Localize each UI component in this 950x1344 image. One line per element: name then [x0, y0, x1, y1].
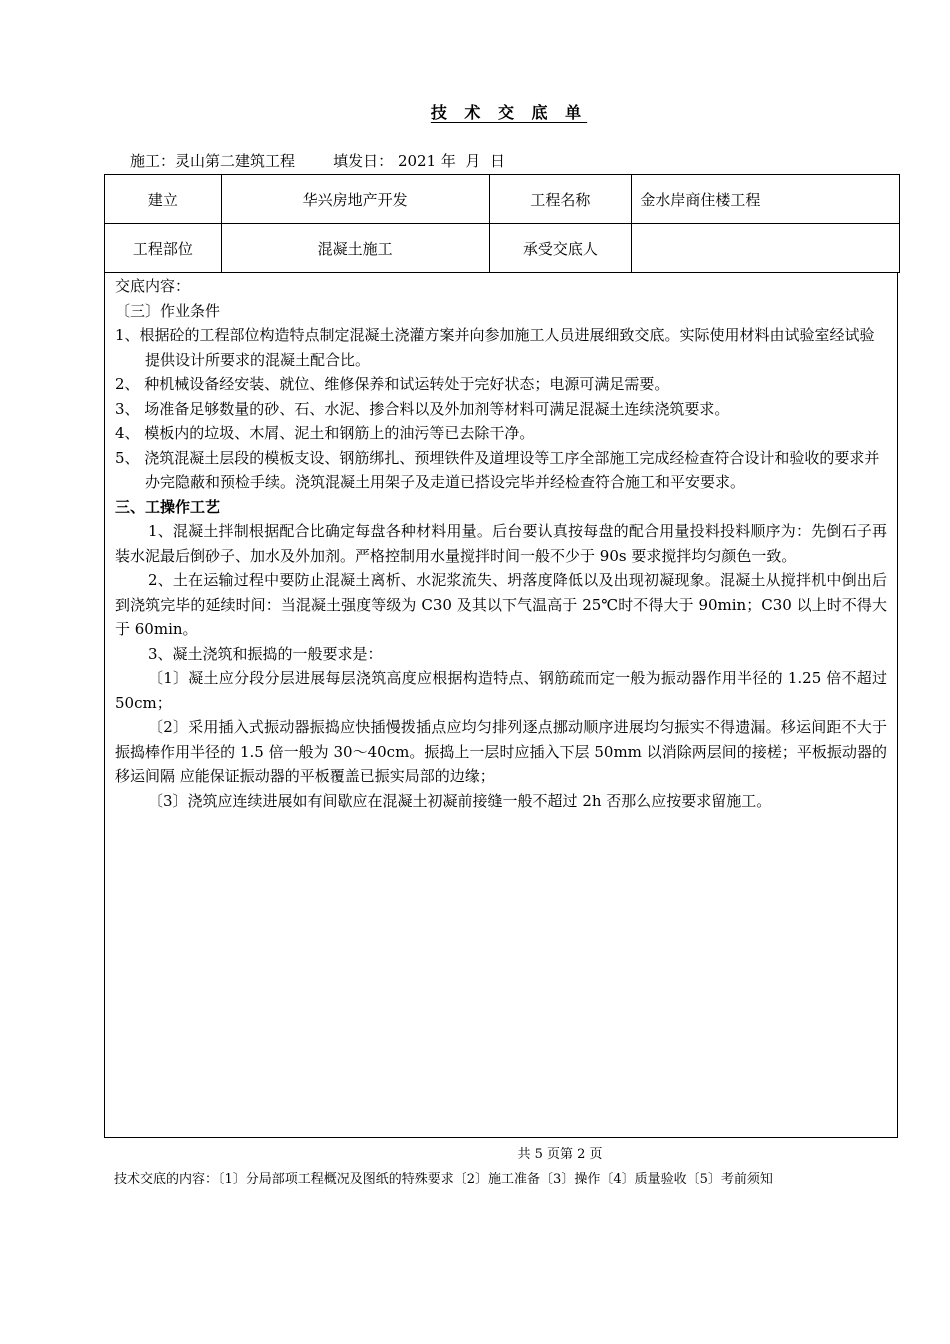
document-title: 技 术 交 底 单: [430, 103, 588, 122]
page-number: 共 5 页第 2 页: [517, 1147, 603, 1162]
header-row: [105, 175, 900, 224]
header-table: [104, 174, 900, 273]
header-row: [105, 224, 900, 273]
process-paragraph: 〔2〕采用插入式振动器振捣应快插慢拨插点应均匀排列逐点挪动顺序进展均匀振实不得遗漏。移运间距不大于振捣棒作用半径的 1.5 倍一般为 30～40cm。振捣上一层时应插入下层 50mm 以消除两层间的接槎；平板振动器的移运间隔 应能保证振动器的平板覆盖已振实局部的边缘；: [115, 718, 887, 785]
condition-item: 3、 场准备足够数量的砂、石、水泥、掺合料以及外加剂等材料可满足混凝土连续浇筑要求。: [115, 399, 730, 418]
header-value-project-part: 混凝土施工: [221, 224, 489, 273]
content-subheading: 〔三〕作业条件: [115, 301, 221, 320]
process-paragraph: 3、凝土浇筑和振捣的一般要求是：: [148, 644, 383, 663]
header-value-builder: 华兴房地产开发: [221, 175, 489, 224]
condition-item: 4、 模板内的垃圾、木屑、泥土和钢筋上的油污等已去除干净。: [115, 424, 535, 442]
header-value-project-name: 金水岸商住楼工程: [632, 175, 900, 224]
issue-date: 填发日： 2021 年 月 日: [333, 152, 505, 170]
meta-line: [130, 150, 505, 171]
condition-item: 5、 浇筑混凝土层段的模板支设、钢筋绑扎、预埋铁件及道埋设等工序全部施工完成经检查符合设计和验收的要求并办完隐蔽和预检手续。浇筑混凝土用架子及走道已搭设完毕并经检查符合施工和平安要求。: [115, 448, 880, 491]
header-label-recipient: 承受交底人: [489, 224, 632, 273]
process-paragraph: 〔3〕浇筑应连续进展如有间歇应在混凝土初凝前接缝一般不超过 2h 否那么应按要求留施工。: [148, 791, 772, 810]
content-box: [104, 272, 898, 1138]
process-paragraph: 〔1〕凝土应分段分层进展每层浇筑高度应根据构造特点、钢筋疏而定一般为振动器作用半径的 1.25 倍不超过 50cm；: [115, 669, 887, 712]
header-label-project-part: 工程部位: [105, 224, 222, 273]
condition-item: 2、 种机械设备经安装、就位、维修保养和试运转处于完好状态；电源可满足需要。: [115, 375, 670, 393]
process-paragraph: 2、土在运输过程中要防止混凝土离析、水泥浆流失、坍落度降低以及出现初凝现象。混凝土从搅拌机中倒出后到浇筑完毕的延续时间：当混凝土强度等级为 C30 及其以下气温高于 25℃时不得大于 90min；C30 以上时不得大于 60min。: [115, 571, 887, 638]
section-heading: 三、工操作工艺: [115, 497, 221, 516]
header-label-project-name: 工程名称: [489, 175, 632, 224]
footer-note: 技术交底的内容：〔1〕分局部项工程概况及图纸的特殊要求〔2〕施工准备〔3〕操作〔4〕质量验收〔5〕考前须知: [114, 1172, 773, 1187]
header-value-recipient: [632, 224, 900, 273]
construction-unit: 施工：灵山第二建筑工程: [130, 152, 296, 170]
content-heading: 交底内容：: [115, 277, 191, 295]
header-label-builder: 建立: [105, 175, 222, 224]
condition-item: 1、根据砼的工程部位构造特点制定混凝土浇灌方案并向参加施工人员进展细致交底。实际使用材料由试验室经试验提供设计所要求的混凝土配合比。: [115, 326, 875, 369]
process-paragraph: 1、混凝土拌制根据配合比确定每盘各种材料用量。后台要认真按每盘的配合用量投料投料顺序为：先倒石子再装水泥最后倒砂子、加水及外加剂。严格控制用水量搅拌时间一般不少于 90s 要求搅拌均匀颜色一致。: [115, 522, 887, 565]
